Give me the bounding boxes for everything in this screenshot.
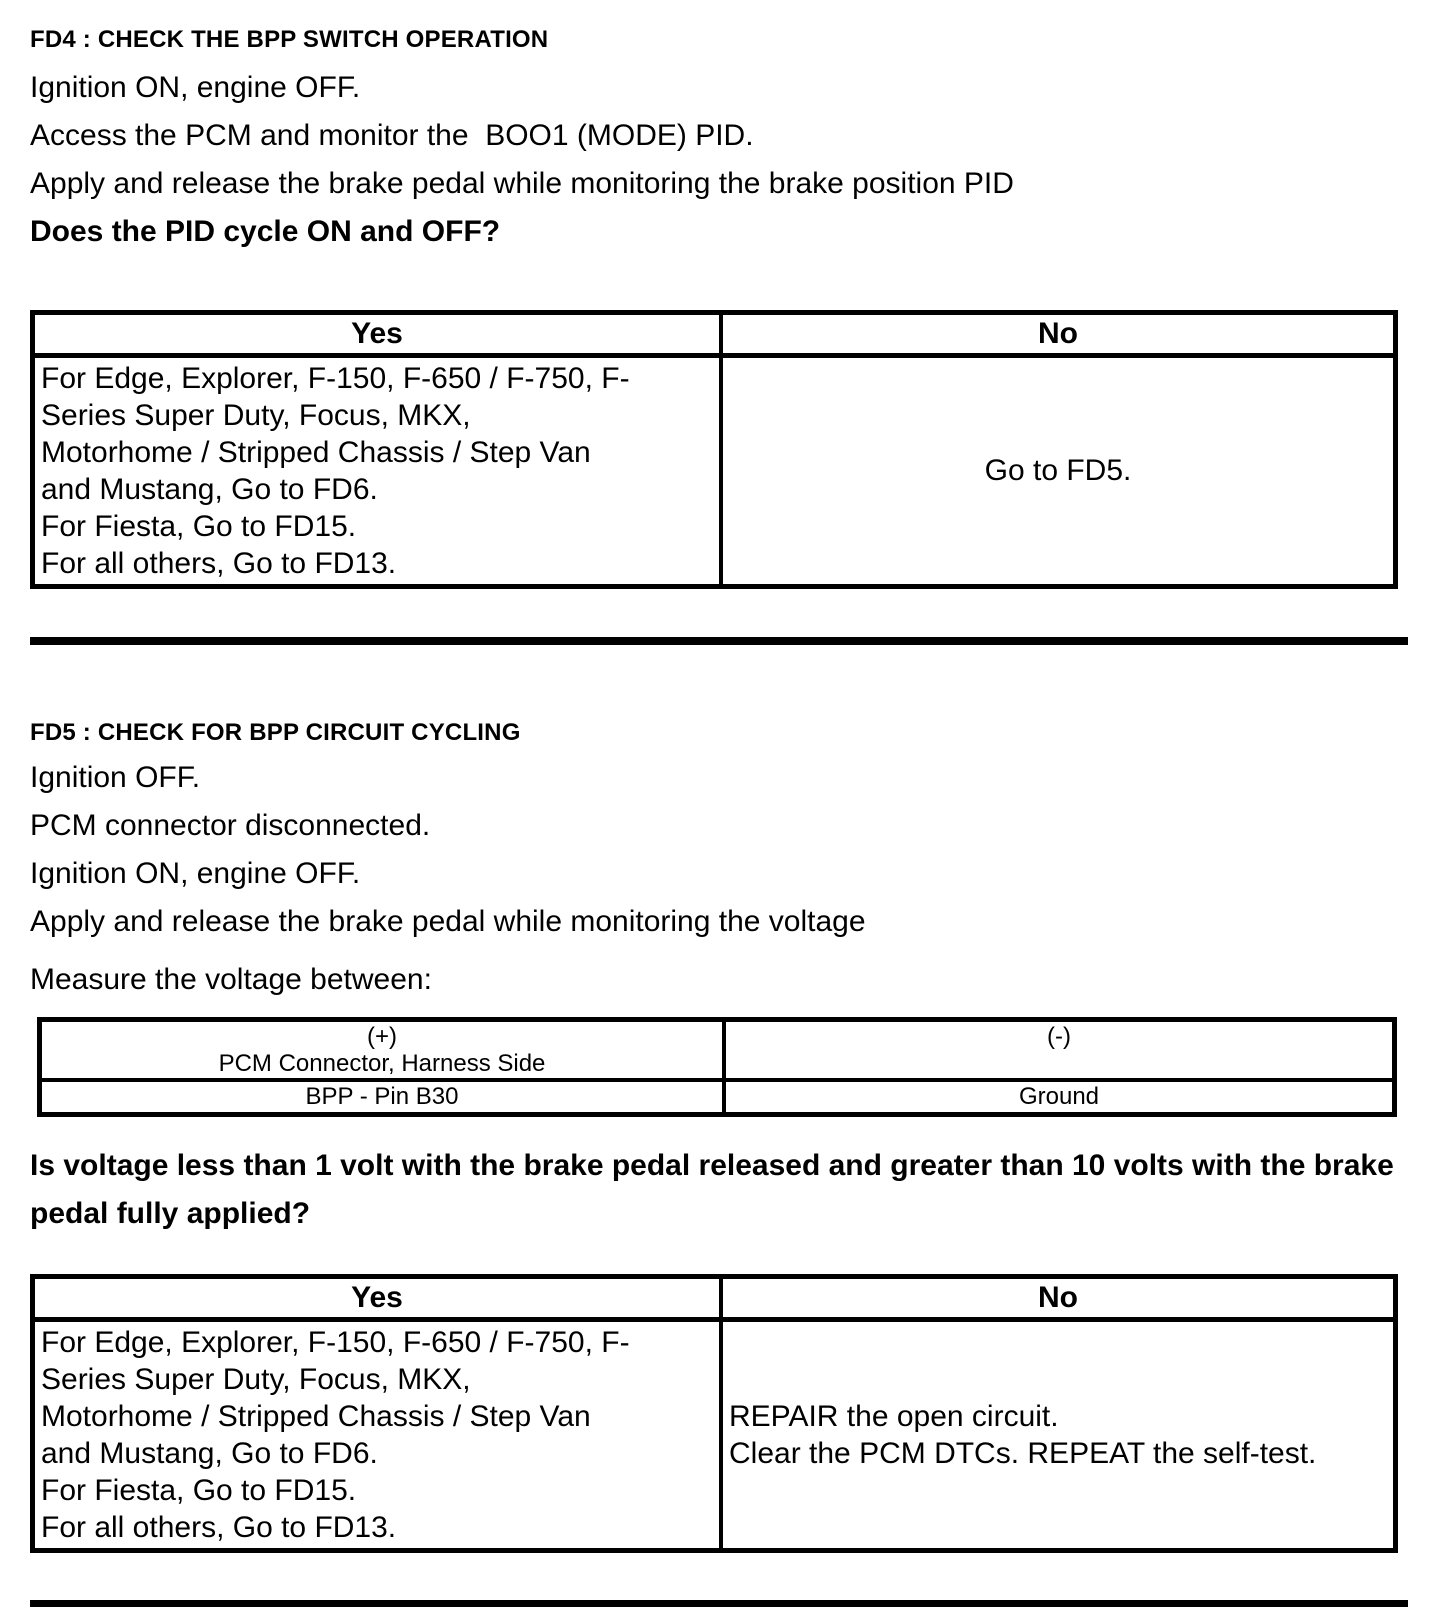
section-divider-top xyxy=(30,637,1408,645)
fd4-step-apply-release: Apply and release the brake pedal while monitoring the brake position PID xyxy=(30,167,1014,200)
fd5-no-header: No xyxy=(721,1277,1396,1320)
fd4-yes-line: Motorhome / Stripped Chassis / Step Van xyxy=(41,436,591,469)
fd5-yes-line: Motorhome / Stripped Chassis / Step Van xyxy=(41,1400,591,1433)
fd5-question: Is voltage less than 1 volt with the brake pedal released and greater than 10 volts with the brake pedal fully applied? xyxy=(30,1149,1403,1230)
fd4-result-header-row xyxy=(33,313,1396,356)
fd4-yes-line: For all others, Go to FD13. xyxy=(41,547,397,580)
measurement-minus-value: Ground xyxy=(1018,1083,1100,1110)
fd4-steps xyxy=(30,64,1408,256)
fd4-no-header: No xyxy=(721,313,1396,356)
fd4-result-body-row xyxy=(33,356,1396,587)
fd5-heading: FD5 : CHECK FOR BPP CIRCUIT CYCLING xyxy=(30,719,521,746)
fd4-step-ignition: Ignition ON, engine OFF. xyxy=(30,71,361,104)
fd4-yes-line: Series Super Duty, Focus, MKX, xyxy=(41,399,471,432)
plus-symbol: (+) xyxy=(367,1023,397,1050)
fd5-yes-line: and Mustang, Go to FD6. xyxy=(41,1437,378,1470)
fd4-yes-line: and Mustang, Go to FD6. xyxy=(41,473,378,506)
fd5-step-pcm-disconnected: PCM connector disconnected. xyxy=(30,809,431,842)
fd4-no-cell: Go to FD5. xyxy=(984,454,1132,487)
fd5-yes-header: Yes xyxy=(33,1277,722,1320)
fd5-step-apply-release: Apply and release the brake pedal while monitoring the voltage xyxy=(30,905,866,938)
fd5-yes-line: For Fiesta, Go to FD15. xyxy=(41,1474,357,1507)
fd5-step-ignition-off: Ignition OFF. xyxy=(30,761,201,794)
measurement-plus-header xyxy=(40,1020,725,1081)
section-fd4 xyxy=(30,26,1408,589)
fd5-step-measure-voltage: Measure the voltage between: xyxy=(30,963,432,996)
measurement-header-row xyxy=(40,1020,1395,1081)
section-divider-bottom xyxy=(30,1600,1408,1607)
fd5-no-line: Clear the PCM DTCs. REPEAT the self-test. xyxy=(729,1437,1317,1470)
fd4-yes-line: For Edge, Explorer, F-150, F-650 / F-750, F- xyxy=(41,362,630,395)
plus-connector-label: PCM Connector, Harness Side xyxy=(218,1050,546,1077)
measurement-value-row xyxy=(40,1080,1395,1115)
fd4-heading: FD4 : CHECK THE BPP SWITCH OPERATION xyxy=(30,26,549,53)
fd5-result-header-row xyxy=(33,1277,1396,1320)
measurement-minus-header: (-) xyxy=(724,1020,1395,1081)
fd4-step-access-pcm: Access the PCM and monitor the BOO1 (MODE) PID. xyxy=(30,119,754,152)
fd5-yes-line: For all others, Go to FD13. xyxy=(41,1511,397,1544)
fd4-yes-line: For Fiesta, Go to FD15. xyxy=(41,510,357,543)
fd4-result-table xyxy=(30,310,1398,589)
fd5-result-table xyxy=(30,1274,1398,1553)
fd5-result-body-row xyxy=(33,1320,1396,1551)
fd4-yes-header: Yes xyxy=(33,313,722,356)
fd5-yes-cell xyxy=(33,1320,722,1551)
fd4-question: Does the PID cycle ON and OFF? xyxy=(30,215,501,248)
fd4-yes-cell xyxy=(33,356,722,587)
fd5-measurement-table xyxy=(37,1017,1397,1117)
fd5-no-line: REPAIR the open circuit. xyxy=(729,1400,1059,1433)
fd5-no-cell xyxy=(721,1320,1396,1551)
fd5-steps xyxy=(30,754,1408,1004)
measurement-plus-value: BPP - Pin B30 xyxy=(40,1080,725,1115)
fd5-yes-line: For Edge, Explorer, F-150, F-650 / F-750, F- xyxy=(41,1326,630,1359)
fd5-step-ignition-on: Ignition ON, engine OFF. xyxy=(30,857,361,890)
section-fd5 xyxy=(30,719,1408,1553)
fd5-yes-line: Series Super Duty, Focus, MKX, xyxy=(41,1363,471,1396)
